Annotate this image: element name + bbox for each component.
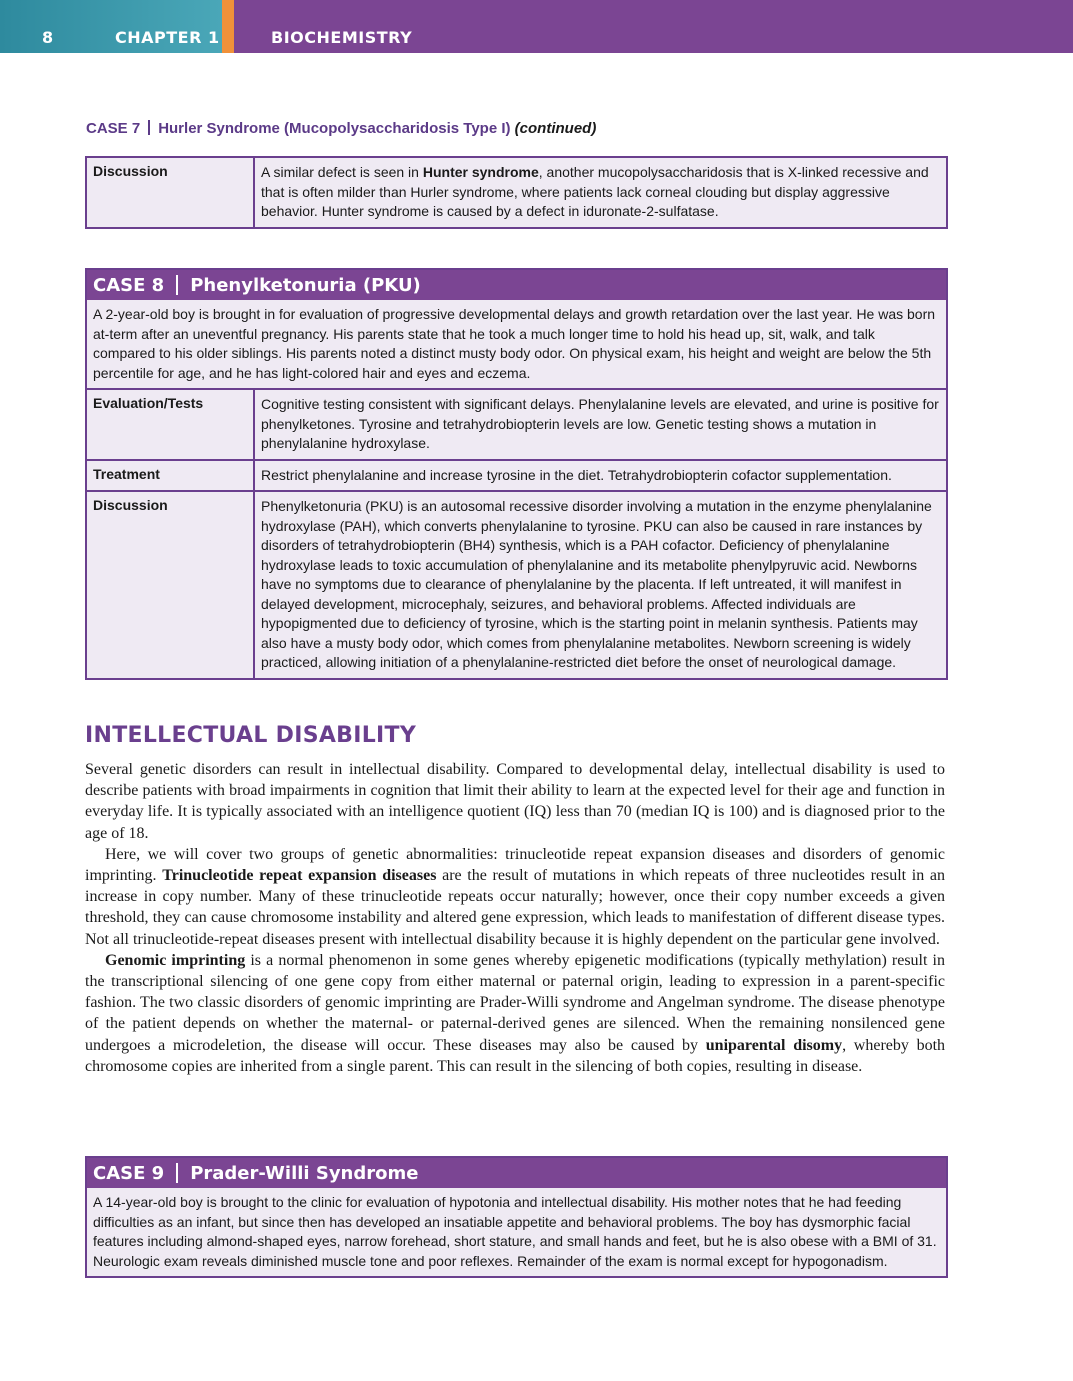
row-label: Evaluation/Tests: [87, 390, 255, 459]
case8-table: [85, 268, 948, 680]
case9-title: Prader-Willi Syndrome: [190, 1162, 419, 1184]
case9-header: CASE 9 Prader-Willi Syndrome: [87, 1158, 946, 1188]
case7-title: CASE 7 Hurler Syndrome (Mucopolysaccharidosis Type I) (continued): [86, 120, 597, 137]
paragraph: Here, we will cover two groups of genetic abnormalities: trinucleotide repeat expansion diseases and disorders of genomic imprinting. Trinucleotide repeat expansion diseases are the result of mutations in which repeats of three nucleotides result in an increase in copy number. Many of these trinucleotide repeats occur naturally; however, once their copy number exceeds a given threshold, they can cause chromosome instability and altered gene expression, which leads to manifestation of different disease types. Not all trinucleotide-repeat diseases present with intellectual disability because it is highly dependent on the particular gene involved.: [85, 845, 945, 948]
row-label: Discussion: [87, 492, 255, 678]
paragraph: Several genetic disorders can result in intellectual disability. Compared to developmental delay, intellectual disability is used to describe patients with broad impairments in cognition that limit their ability to learn at the expected level for their age and function in everyday life. It is typically associated with an intelligence quotient (IQ) less than 70 (median IQ is 100) and is diagnosed prior to the age of 18.: [85, 761, 945, 842]
row-text: Restrict phenylalanine and increase tyrosine in the diet. Tetrahydrobiopterin cofactor supplementation.: [261, 466, 892, 483]
continued-label: (continued): [514, 120, 597, 137]
row-label: Discussion: [87, 158, 255, 227]
case9-table: [85, 1156, 948, 1278]
row-text: A similar defect is seen in Hunter syndrome, another mucopolysaccharidosis that is X-linked recessive and that is often milder than Hurler syndrome, where patients lack corneal clouding but display aggressive behavior. Hunter syndrome is caused by a defect in iduronate-2-sulfatase.: [261, 164, 929, 219]
page-header: [0, 0, 1073, 53]
table-row: [87, 390, 946, 459]
case9-intro: A 14-year-old boy is brought to the clinic for evaluation of hypotonia and intellectual disability. His mother notes that he had feeding difficulties as an infant, but since then has developed an insatiable appetite and behavioral problems. The boy has dysmorphic facial features including almond-shaped eyes, narrow forehead, short stature, and small hands and feet, but he is also obese with a BMI of 31. Neurologic exam reveals diminished muscle tone and poor reflexes. Remainder of the exam is normal except for hypogonadism.: [87, 1188, 946, 1276]
case8-intro: A 2-year-old boy is brought in for evaluation of progressive developmental delays and growth retardation over the last year. He was born at-term after an uneventful pregnancy. His parents state that he took a much longer time to hold his head up, sit, walk, and talk compared to his older siblings. His parents noted a distinct musty body odor. On physical exam, his height and weight are below the 5th percentile for age, and he has light-colored hair and eyes and eczema.: [87, 300, 946, 390]
row-label: Treatment: [87, 461, 255, 491]
chapter-label: CHAPTER 1: [115, 28, 220, 47]
section-body: [85, 759, 945, 1077]
case7-name: Hurler Syndrome (Mucopolysaccharidosis Type I): [158, 120, 511, 137]
section-title: INTELLECTUAL DISABILITY: [85, 723, 417, 748]
table-row: [87, 158, 946, 227]
page-number: 8: [42, 28, 54, 47]
paragraph: Genomic imprinting is a normal phenomenon in some genes whereby epigenetic modifications (typically methylation) result in the transcriptional silencing of one gene copy from either maternal or paternal origin, leading to expression in a parent-specific fashion. The two classic disorders of genomic imprinting are Prader-Willi syndrome and Angelman syndrome. The disease phenotype of the patient depends on whether the maternal- or paternal-derived genes are silenced. When the remaining nonsilenced gene undergoes a microdeletion, the disease will occur. These diseases may also be caused by uniparental disomy, whereby both chromosome copies are inherited from a single parent. This can result in the silencing of both copies, resulting in disease.: [85, 951, 946, 1075]
row-text: Cognitive testing consistent with significant delays. Phenylalanine levels are elevated, and urine is positive for phenylketones. Tyrosine and tetrahydrobiopterin levels are low. Genetic testing shows a mutation in phenylalanine hydroxylase.: [261, 396, 939, 451]
table-row: [87, 490, 946, 678]
case8-title: Phenylketonuria (PKU): [190, 274, 421, 296]
section-label: BIOCHEMISTRY: [271, 28, 413, 47]
case7-table: [85, 156, 948, 229]
row-text: Phenylketonuria (PKU) is an autosomal recessive disorder involving a mutation in the enzyme phenylalanine hydroxylase (PAH), which converts phenylalanine to tyrosine. PKU can also be caused in rare instances by disorders of tetrahydrobiopterin (BH4) synthesis, which is a PAH cofactor. Deficiency of phenylalanine hydroxylase leads to toxic accumulation of phenylalanine and its metabolite phenylpyruvic acid. Newborns have no symptoms due to clearance of phenylalanine by the placenta. If left untreated, it will manifest in delayed development, microcephaly, seizures, and behavioral problems. Affected individuals are hypopigmented due to deficiency of tyrosine, which is the starting point in melanin synthesis. Patients may also have a musty body odor, which comes from phenylalanine metabolites. Newborn screening is widely practiced, allowing initiation of a phenylalanine-restricted diet before the onset of neurological damage.: [261, 498, 932, 670]
case8-header: CASE 8 Phenylketonuria (PKU): [87, 270, 946, 300]
table-row: [87, 459, 946, 491]
